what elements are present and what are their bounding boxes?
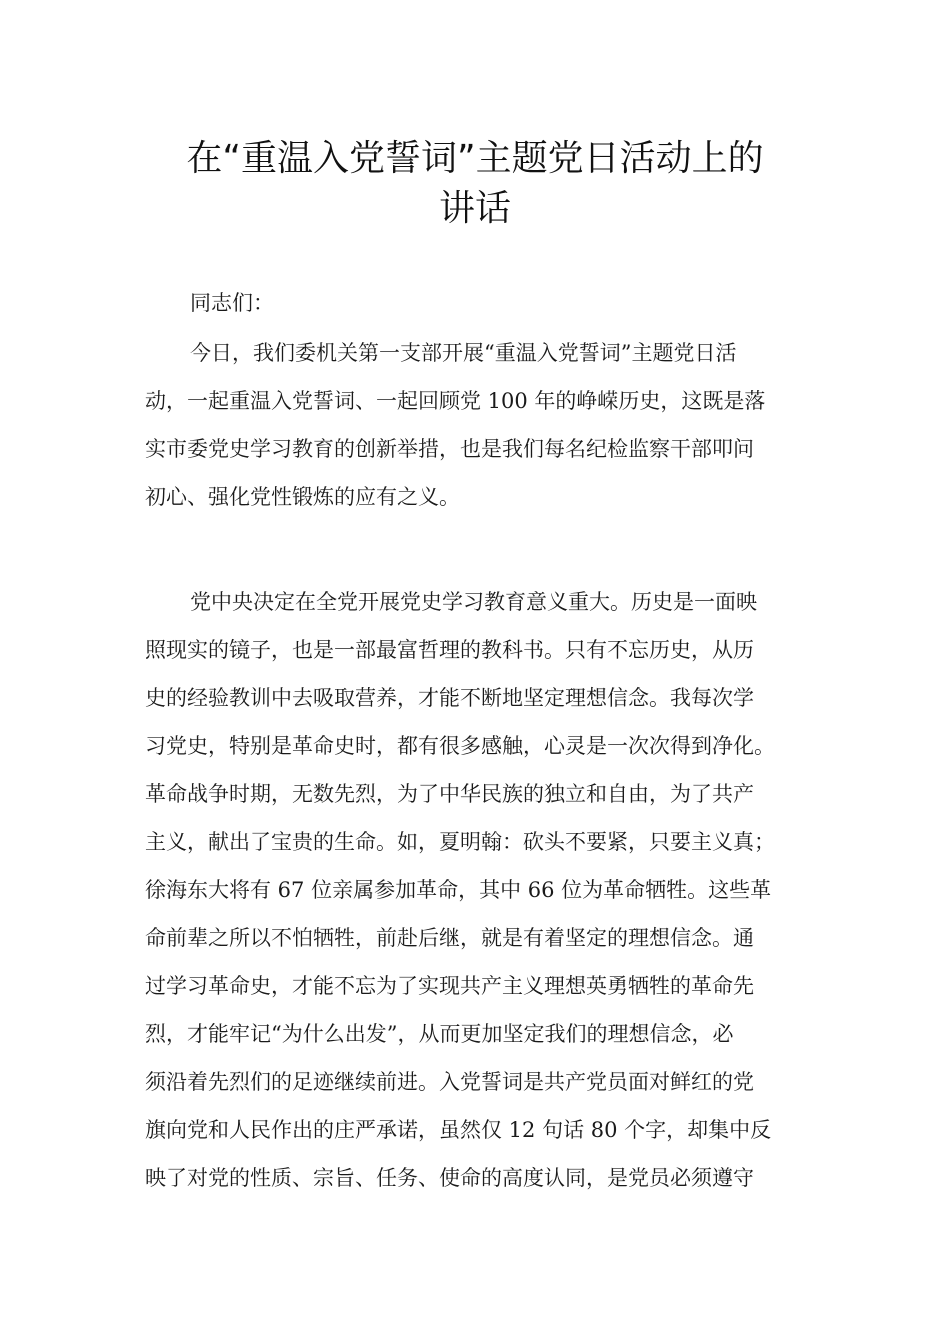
paragraph-2-line-4: 习党史，特别是革命史时，都有很多感触，心灵是一次次得到净化。 xyxy=(145,734,775,758)
paragraph-2-line-3: 史的经验教训中去吸取营养，才能不断地坚定理想信念。我每次学 xyxy=(145,686,754,710)
paragraph-1-line-2: 动，一起重温入党誓词、一起回顾党 100 年的峥嵘历史，这既是落 xyxy=(145,389,766,413)
paragraph-2-line-2: 照现实的镜子，也是一部最富哲理的教科书。只有不忘历史，从历 xyxy=(145,638,754,662)
paragraph-2-line-10: 烈，才能牢记“为什么出发”，从而更加坚定我们的理想信念，必 xyxy=(145,1022,734,1046)
paragraph-2-line-11: 须沿着先烈们的足迹继续前进。入党誓词是共产党员面对鲜红的党 xyxy=(145,1070,754,1094)
paragraph-2-line-1: 党中央决定在全党开展党史学习教育意义重大。历史是一面映 xyxy=(190,590,757,614)
paragraph-1-line-4: 初心、强化党性锻炼的应有之义。 xyxy=(145,485,460,509)
document-title-line-2: 讲话 xyxy=(438,188,511,229)
paragraph-1-line-1: 今日，我们委机关第一支部开展“重温入党誓词”主题党日活 xyxy=(190,341,737,365)
document-title-line-1: 在“重温入党誓词”主题党日活动上的 xyxy=(186,138,764,179)
paragraph-2-line-5: 革命战争时期，无数先烈，为了中华民族的独立和自由，为了共产 xyxy=(145,782,754,806)
paragraph-1-line-3: 实市委党史学习教育的创新举措，也是我们每名纪检监察干部叩问 xyxy=(145,437,754,461)
salutation: 同志们： xyxy=(190,291,274,315)
paragraph-2-line-13: 映了对党的性质、宗旨、任务、使命的高度认同，是党员必须遵守 xyxy=(145,1166,754,1190)
paragraph-2-line-6: 主义，献出了宝贵的生命。如，夏明翰：砍头不要紧，只要主义真； xyxy=(145,830,775,854)
paragraph-2-line-12: 旗向党和人民作出的庄严承诺，虽然仅 12 句话 80 个字，却集中反 xyxy=(145,1118,772,1142)
paragraph-2-line-9: 过学习革命史，才能不忘为了实现共产主义理想英勇牺牲的革命先 xyxy=(145,974,754,998)
paragraph-2-line-7: 徐海东大将有 67 位亲属参加革命，其中 66 位为革命牺牲。这些革 xyxy=(145,878,772,902)
paragraph-2-line-8: 命前辈之所以不怕牺牲，前赴后继，就是有着坚定的理想信念。通 xyxy=(145,926,754,950)
